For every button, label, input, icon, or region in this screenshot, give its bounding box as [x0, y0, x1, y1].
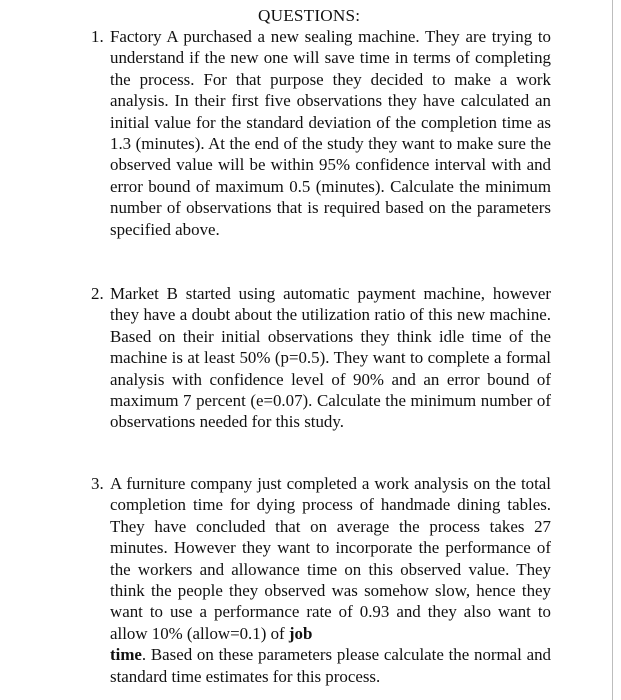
question-text: Factory A purchased a new sealing machine. They are trying to understand if the new one will save time in terms of completing the process. For that purpose they decided to make a work analysis. In their first five observations they have calculated an initial value for the standard deviation of the completion time as 1.3 (minutes). At the end of the study they want to make sure the observed value will be within 95% confidence interval with and error bound of maximum 0.5 (minutes). Calculate the minimum number of observations that is required based on the parameters specified above. [110, 27, 551, 239]
page-edge-divider [612, 0, 613, 700]
question-text [110, 473, 551, 687]
question-3 [91, 473, 551, 687]
question-number: 2. [91, 284, 104, 303]
question-2 [91, 283, 551, 433]
question-number: 3. [91, 474, 104, 493]
question-text-part: A furniture company just completed a work analysis on the total completion time for dying process of handmade dining tables. They have concluded that on average the process takes 27 minutes. However they want to incorporate the performance of the workers and allowance time on this observed value. They think the people they observed was somehow slow, hence they want to use a performance rate of 0.93 and they also want to allow 10% (allow=0.1) of [110, 474, 551, 643]
question-number: 1. [91, 27, 104, 46]
question-text: Market B started using automatic payment machine, however they have a doubt about the utilization ratio of this new machine. Based on their initial observations they think idle time of the machine is at least 50% (p=0.5). They want to complete a formal analysis with confidence level of 90% and an error bound of maximum 7 percent (e=0.07). Calculate the minimum number of observations needed for this study. [110, 284, 551, 432]
bold-term-job: job [288, 623, 313, 643]
page-title: QUESTIONS: [258, 6, 361, 25]
question-text-part: . Based on these parameters please calculate the normal and standard time estimates for this process. [110, 645, 551, 686]
bold-term-time: time [110, 645, 142, 665]
question-1 [91, 26, 551, 240]
